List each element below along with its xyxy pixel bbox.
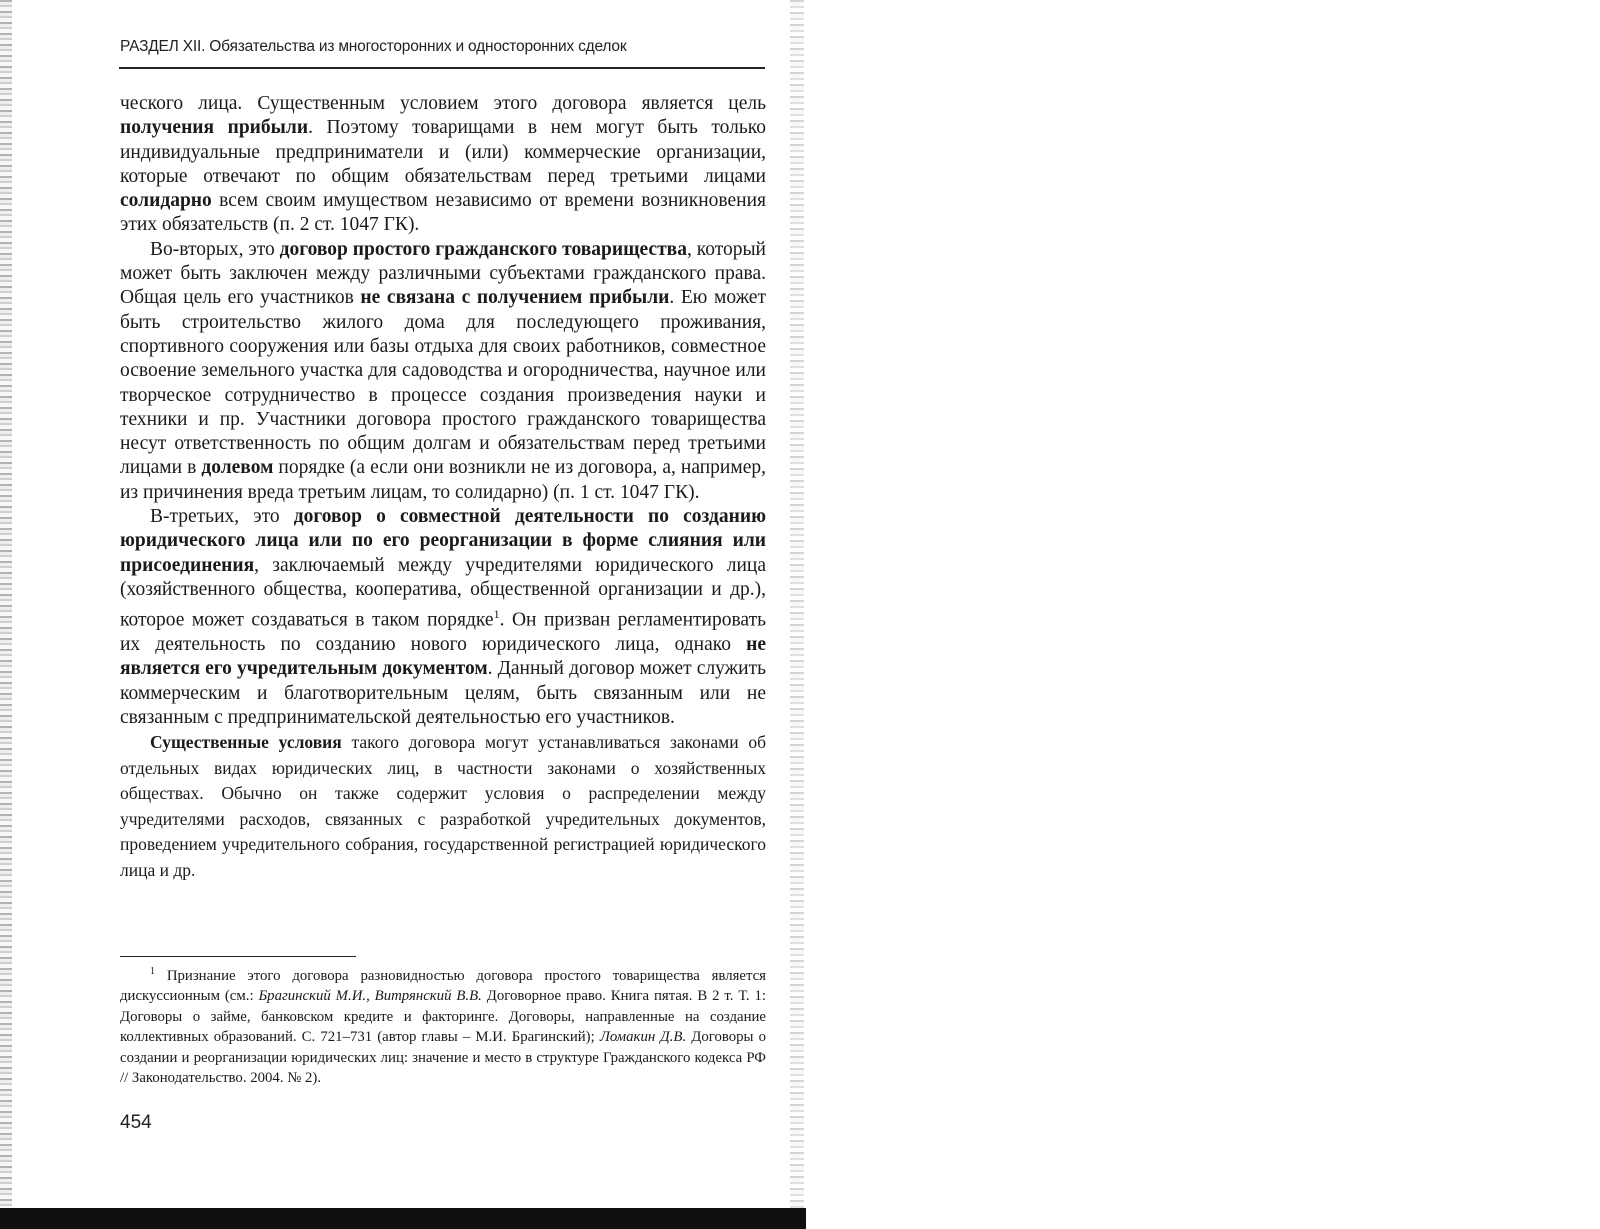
- bold-term: Существенные условия: [150, 732, 342, 753]
- book-page: [0, 0, 800, 1208]
- text-run: . Ею может быть строительство жилого дома для последующего проживания, спортивного сооружения или базы отдыха для своих работников, совместное освоение земельного участка для садоводства и огородничества, научное или творческое сотрудничество в процессе создания произведения науки и техники и пр. Участники договора простого гражданского товарищества несут ответственность по общим долгам и обязательствам перед третьими лицами в: [120, 287, 766, 479]
- page-number: 454: [120, 1112, 152, 1133]
- text-run: Договоры о создании и реорганизации юридических лиц: значение и место в структуре Гражданского кодекса РФ // Законодательство. 2004. № 2).: [120, 1029, 766, 1087]
- bold-term: договор простого гражданского товарищества: [279, 238, 687, 260]
- text-run: порядке (а если они возникли не из договора, а, например, из причинения вреда третьим лицам, то солидарно) (п. 1 ст. 1047 ГК).: [120, 457, 766, 503]
- text-run: . Данный договор может служить коммерческим и благотворительным целям, быть связанным или не связанным с предпринимательской деятельностью его участников.: [120, 658, 766, 728]
- bold-term: солидарно: [120, 190, 212, 212]
- running-head: РАЗДЕЛ XII. Обязательства из многосторонних и односторонних сделок: [120, 38, 627, 55]
- scan-bottom-edge: [0, 1208, 806, 1229]
- author-name: Брагинский М.И., Витрянский В.В.: [258, 988, 482, 1005]
- body-text: [120, 92, 766, 883]
- text-run: такого договора могут устанавливаться законами об отдельных видах юридических лиц, в частности законами о хозяйственных обществах. Обычно он также содержит условия о распределении между учредителями расходов, связанных с разработкой учредительных документов, проведением учредительного собрания, государственной регистрацией юридического лица и др.: [120, 732, 766, 880]
- bold-term: договор о совместной деятельности по созданию юридического лица или по его реорганизации в форме слияния или присоединения: [120, 506, 767, 576]
- bold-term: не связана с получением прибыли: [360, 287, 670, 309]
- text-run: . Он призван регламентировать их деятельность по созданию нового юридического лица, однако: [120, 609, 766, 656]
- footnote: [120, 962, 766, 1089]
- text-run: , который может быть заключен между различными субъектами гражданского права. Общая цель его участников: [120, 238, 766, 309]
- footnote-ref: 1: [493, 607, 500, 622]
- bold-term: долевом: [201, 457, 274, 479]
- author-name: Ломакин Д.В.: [599, 1029, 687, 1046]
- text-run: Во-вторых, это: [150, 238, 280, 260]
- text-run: . Поэтому товарищами в нем могут быть только индивидуальные предприниматели и (или) коммерческие организации, которые отвечают по общим обязательствам перед третьими лицами: [120, 117, 766, 187]
- text-run: всем своим имуществом независимо от времени возникновения этих обязательств (п. 2 ст. 1047 ГК).: [120, 190, 766, 236]
- text-run: В-третьих, это: [150, 506, 294, 528]
- text-run: , заключаемый между учредителями юридического лица (хозяйственного общества, кооператива, общественной организации и др.), которое может создаваться в таком порядке: [120, 554, 766, 631]
- footnote-marker: 1: [150, 966, 155, 977]
- text-run: Признание этого договора разновидностью договора простого товарищества является дискуссионным (см.:: [120, 967, 766, 1005]
- paragraph: [120, 730, 766, 883]
- paragraph: [120, 238, 766, 505]
- header-rule: [119, 67, 765, 69]
- text-run: ческого лица. Существенным условием этого договора является цель: [120, 93, 766, 114]
- paragraph: [120, 92, 766, 238]
- bold-term: не является его учредительным документом: [120, 634, 766, 680]
- bold-term: получения прибыли: [120, 117, 309, 139]
- text-run: Договорное право. Книга пятая. В 2 т. Т. 1: Договоры о займе, банковском кредите и факторинге. Договоры, направленные на создание коллективных образований. С. 721–731 (автор главы – М.И. Брагинский);: [120, 988, 766, 1046]
- footnote-rule: [120, 956, 356, 957]
- footnote-text: [120, 968, 766, 1087]
- paragraph: [120, 505, 766, 730]
